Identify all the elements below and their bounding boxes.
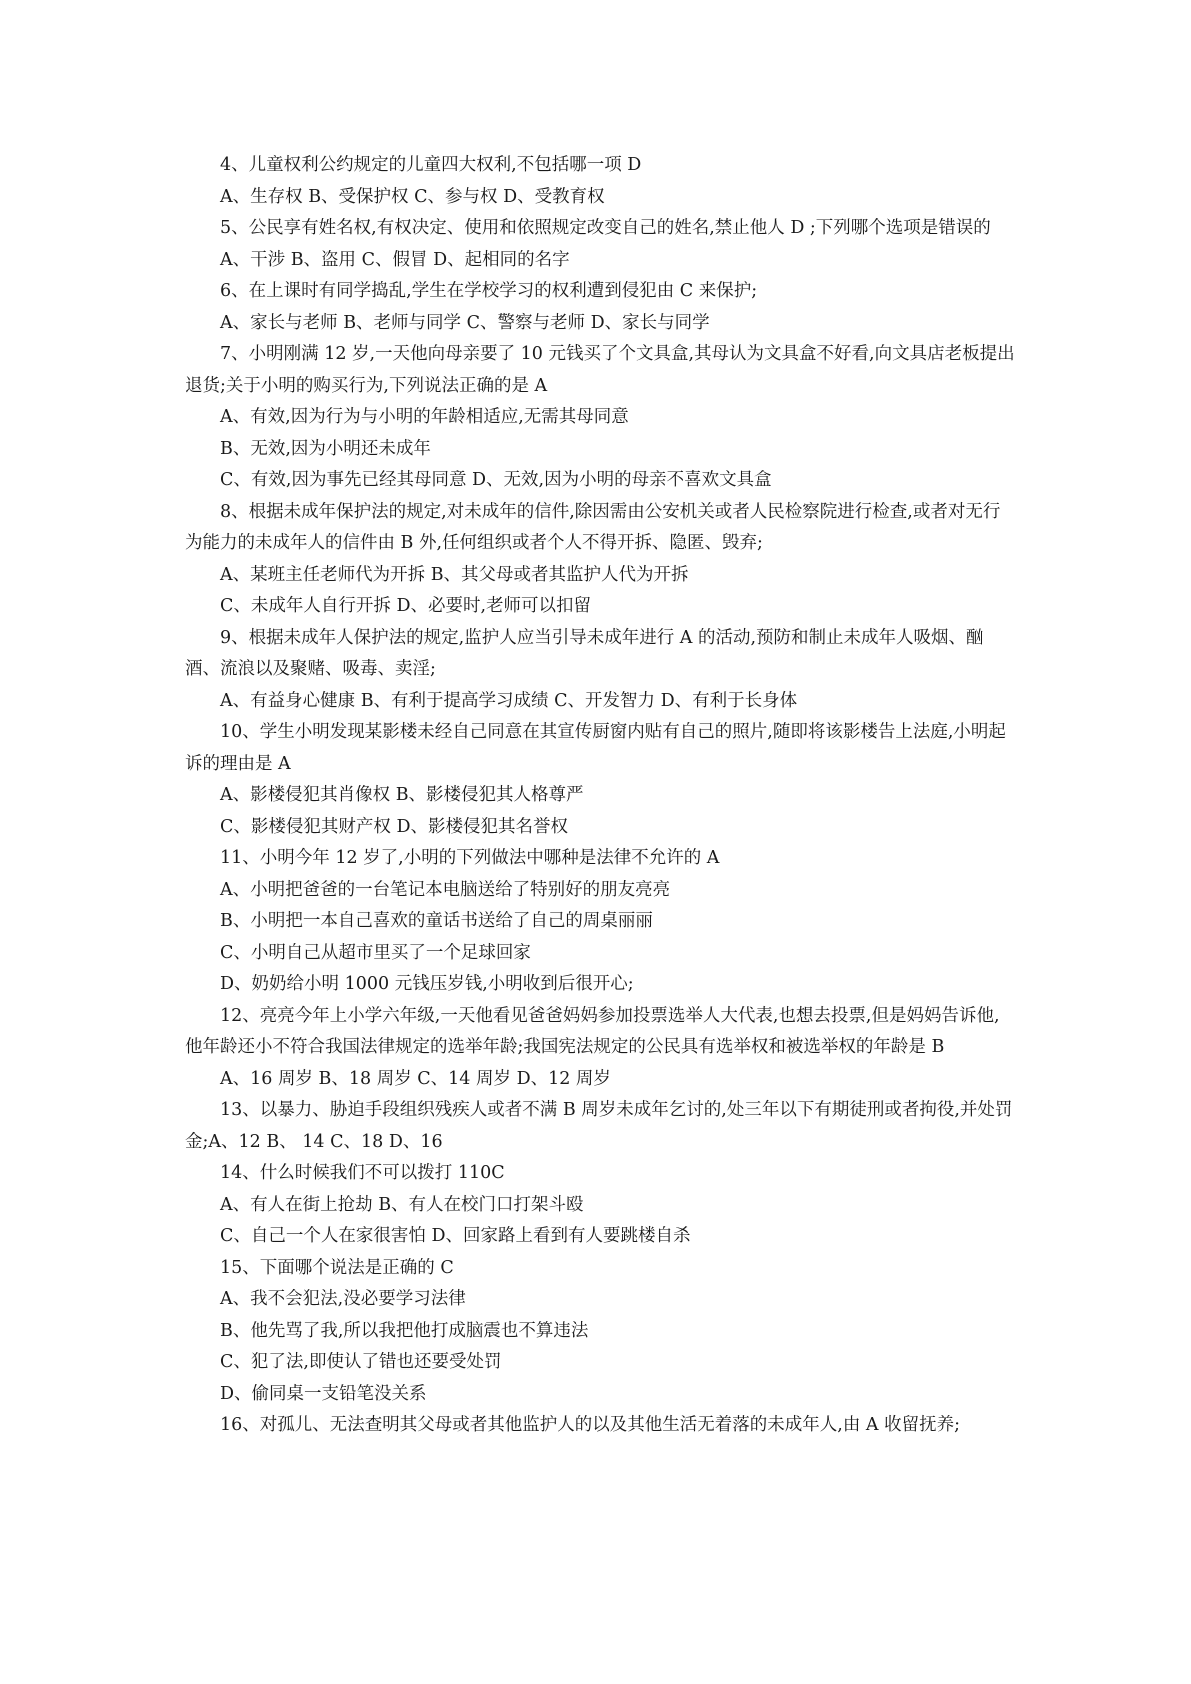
question-4: 4、儿童权利公约规定的儿童四大权利,不包括哪一项 D	[220, 155, 642, 175]
question-5: 5、公民享有姓名权,有权决定、使用和依照规定改变自己的姓名,禁止他人 D ;下列哪个选项是错误的	[220, 218, 991, 238]
question-4-options: A、生存权 B、受保护权 C、参与权 D、受教育权	[220, 186, 605, 207]
question-15: 15、下面哪个说法是正确的 C	[220, 1257, 454, 1278]
question-9-options: A、有益身心健康 B、有利于提高学习成绩 C、开发智力 D、有利于长身体	[220, 690, 798, 711]
question-10-option-ab: A、影楼侵犯其肖像权 B、影楼侵犯其人格尊严	[220, 785, 584, 805]
question-13: 13、以暴力、胁迫手段组织残疾人或者不满 B 周岁未成年乞讨的,处三年以下有期徒刑或者拘役,并处罚金;A、12 B、 14 C、18 D、16	[185, 1100, 1013, 1152]
question-7-option-b: B、无效,因为小明还未成年	[220, 438, 431, 459]
question-15-option-d: D、偷同桌一支铅笔没关系	[220, 1383, 427, 1404]
question-11-option-b: B、小明把一本自己喜欢的童话书送给了自己的周桌丽丽	[220, 911, 653, 931]
question-16: 16、对孤儿、无法查明其父母或者其他监护人的以及其他生活无着落的未成年人,由 A 收留抚养;	[220, 1415, 960, 1435]
document-body	[185, 150, 1015, 1442]
question-8-option-cd: C、未成年人自行开拆 D、必要时,老师可以扣留	[220, 596, 592, 616]
question-10: 10、学生小明发现某影楼未经自己同意在其宣传厨窗内贴有自己的照片,随即将该影楼告上法庭,小明起诉的理由是 A	[185, 722, 1006, 774]
question-6-options: A、家长与老师 B、老师与同学 C、警察与老师 D、家长与同学	[220, 312, 710, 333]
question-9: 9、根据未成年人保护法的规定,监护人应当引导未成年进行 A 的活动,预防和制止未成年人吸烟、酗酒、流浪以及聚赌、吸毒、卖淫;	[185, 627, 984, 679]
question-10-option-cd: C、影楼侵犯其财产权 D、影楼侵犯其名誉权	[220, 816, 568, 837]
question-15-option-c: C、犯了法,即使认了错也还要受处罚	[220, 1352, 502, 1372]
question-11-option-a: A、小明把爸爸的一台笔记本电脑送给了特别好的朋友亮亮	[220, 879, 671, 900]
question-11: 11、小明今年 12 岁了,小明的下列做法中哪种是法律不允许的 A	[220, 848, 720, 868]
question-14: 14、什么时候我们不可以拨打 110C	[220, 1163, 505, 1183]
question-11-option-d: D、奶奶给小明 1000 元钱压岁钱,小明收到后很开心;	[220, 974, 634, 994]
question-14-option-cd: C、自己一个人在家很害怕 D、回家路上看到有人要跳楼自杀	[220, 1226, 691, 1246]
question-12: 12、亮亮今年上小学六年级,一天他看见爸爸妈妈参加投票选举人大代表,也想去投票,但是妈妈告诉他,他年龄还小不符合我国法律规定的选举年龄;我国宪法规定的公民具有选举权和被选举权的年龄是 B	[185, 1005, 1000, 1057]
question-8: 8、根据未成年保护法的规定,对未成年的信件,除因需由公安机关或者人民检察院进行检查,或者对无行为能力的未成年人的信件由 B 外,任何组织或者个人不得开拆、隐匿、毁弃;	[185, 501, 1001, 553]
question-15-option-a: A、我不会犯法,没必要学习法律	[220, 1289, 466, 1309]
question-11-option-c: C、小明自己从超市里买了一个足球回家	[220, 942, 531, 963]
question-8-option-ab: A、某班主任老师代为开拆 B、其父母或者其监护人代为开拆	[220, 564, 689, 585]
question-7-option-cd: C、有效,因为事先已经其母同意 D、无效,因为小明的母亲不喜欢文具盒	[220, 470, 772, 490]
question-14-option-ab: A、有人在街上抢劫 B、有人在校门口打架斗殴	[220, 1194, 584, 1215]
question-15-option-b: B、他先骂了我,所以我把他打成脑震也不算违法	[220, 1320, 589, 1341]
question-7: 7、小明刚满 12 岁,一天他向母亲要了 10 元钱买了个文具盒,其母认为文具盒不好看,向文具店老板提出退货;关于小明的购买行为,下列说法正确的是 A	[185, 344, 1015, 396]
question-12-options: A、16 周岁 B、18 周岁 C、14 周岁 D、12 周岁	[220, 1068, 611, 1089]
question-6: 6、在上课时有同学捣乱,学生在学校学习的权利遭到侵犯由 C 来保护;	[220, 281, 758, 301]
question-7-option-a: A、有效,因为行为与小明的年龄相适应,无需其母同意	[220, 407, 629, 427]
question-5-options: A、干涉 B、盗用 C、假冒 D、起相同的名字	[220, 249, 570, 270]
